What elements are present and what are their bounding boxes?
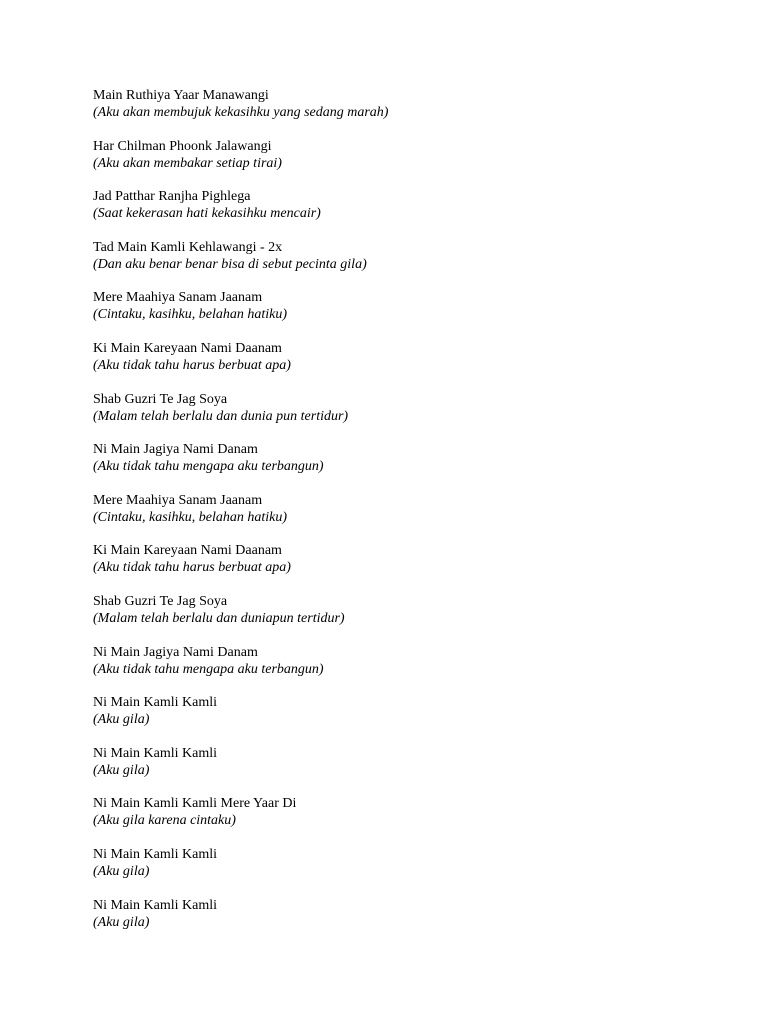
stanza (93, 694, 693, 728)
translation-line: (Aku akan membakar setiap tirai) (93, 155, 282, 171)
translation-line: (Saat kekerasan hati kekasihku mencair) (93, 206, 321, 222)
translation-line: (Aku akan membujuk kekasihku yang sedang marah) (93, 105, 389, 120)
original-line: Ni Main Kamli Kamli (93, 695, 218, 711)
translation-line: (Aku gila) (93, 863, 150, 879)
stanza (93, 188, 693, 222)
original-line: Tad Main Kamli Kehlawangi - 2x (93, 239, 283, 255)
original-line: Main Ruthiya Yaar Manawangi (93, 88, 269, 103)
translation-line: (Malam telah berlalu dan duniapun tertidur) (93, 610, 345, 626)
stanza (93, 795, 693, 829)
original-line: Ki Main Kareyaan Nami Daanam (93, 543, 282, 559)
original-line: Ni Main Jagiya Nami Danam (93, 442, 258, 458)
translation-line: (Aku tidak tahu mengapa aku terbangun) (93, 661, 324, 677)
original-line: Shab Guzri Te Jag Soya (93, 391, 228, 407)
stanza (93, 239, 693, 273)
original-line: Ni Main Kamli Kamli (93, 897, 218, 913)
translation-line: (Aku tidak tahu mengapa aku terbangun) (93, 459, 324, 475)
original-line: Ni Main Kamli Kamli (93, 846, 218, 862)
translation-line: (Aku tidak tahu harus berbuat apa) (93, 560, 291, 576)
stanza (93, 745, 693, 779)
translation-line: (Malam telah berlalu dan dunia pun tertidur) (93, 408, 349, 424)
original-line: Ni Main Kamli Kamli Mere Yaar Di (93, 796, 297, 812)
stanza (93, 391, 693, 425)
translation-line: (Aku gila karena cintaku) (93, 813, 236, 829)
stanza (93, 492, 693, 526)
stanza (93, 441, 693, 475)
translation-line: (Aku tidak tahu harus berbuat apa) (93, 357, 291, 373)
translation-line: (Cintaku, kasihku, belahan hatiku) (93, 509, 288, 525)
stanza (93, 87, 693, 121)
translation-line: (Aku gila) (93, 762, 150, 778)
lyrics-block (93, 87, 693, 947)
original-line: Ni Main Jagiya Nami Danam (93, 644, 258, 660)
stanza (93, 593, 693, 627)
translation-line: (Dan aku benar benar bisa di sebut pecinta gila) (93, 256, 367, 272)
translation-line: (Aku gila) (93, 914, 150, 930)
original-line: Jad Patthar Ranjha Pighlega (93, 189, 251, 205)
original-line: Har Chilman Phoonk Jalawangi (93, 138, 272, 154)
original-line: Ni Main Kamli Kamli (93, 745, 218, 761)
stanza (93, 846, 693, 880)
stanza (93, 644, 693, 678)
translation-line: (Aku gila) (93, 712, 150, 728)
stanza (93, 542, 693, 576)
stanza (93, 340, 693, 374)
original-line: Mere Maahiya Sanam Jaanam (93, 492, 263, 508)
original-line: Ki Main Kareyaan Nami Daanam (93, 340, 282, 356)
translation-line: (Cintaku, kasihku, belahan hatiku) (93, 307, 288, 323)
original-line: Shab Guzri Te Jag Soya (93, 593, 228, 609)
stanza (93, 897, 693, 931)
stanza (93, 138, 693, 172)
stanza (93, 289, 693, 323)
original-line: Mere Maahiya Sanam Jaanam (93, 290, 263, 306)
